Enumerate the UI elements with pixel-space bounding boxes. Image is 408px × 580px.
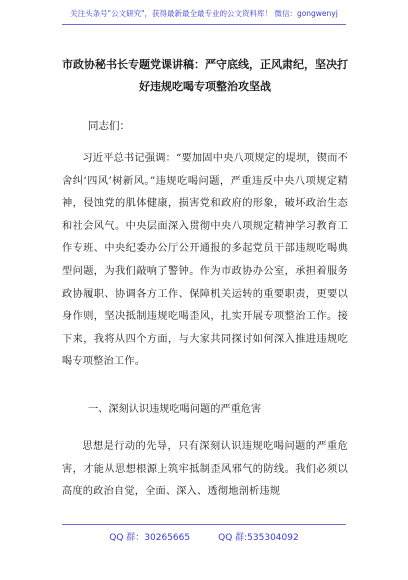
header-banner: 关注头条号"公文研究"，获得最新最全最专业的公文资料库！ 微信：gongwenyj: [70, 9, 338, 18]
footer-qq-group-2: QQ 群:535304092: [218, 533, 299, 543]
paragraph-intro: 习近平总书记强调：“要加固中央八项规定的堤坝，锲而不舍纠‘四风’树新风。”违规吃喝问题，严重违反中央八项规定精神，侵蚀党的肌体健康，损害党和政府的形象，破坏政治生态和社会风气。中央层面深入贯彻中央八项规定精神学习教育工作专班、中央纪委办公厅公开通报的多起党员干部违规吃喝典型问题，为我们敲响了警钟。作为市政协办公室，承担着服务政协履职、协调各方工作、保障机关运转的重要职责，更要以身作则，坚决抵制违规吃喝歪风，扎实开展专项整治工作。接下来，我将从四个方面，与大家共同探讨如何深入推进违规吃喝专项整治工作。: [62, 153, 348, 368]
paragraph-section-1: 思想是行动的先导，只有深刻认识违规吃喝问题的严重危害，才能从思想根源上筑牢抵制歪风邪气的防线。我们必须以高度的政治自觉，全面、深入、透彻地剖析违规: [62, 441, 348, 498]
footer-qq-group-1: QQ 群：30265665: [109, 533, 191, 543]
footer-divider: [62, 524, 346, 525]
salutation: 同志们：: [88, 120, 130, 132]
section-heading-1: 一、深刻认识违规吃喝问题的严重危害: [88, 404, 262, 415]
footer: [0, 530, 408, 543]
header-divider: [62, 24, 346, 25]
document-title: 市政协秘书长专题党课讲稿：严守底线，正风肃纪，坚决打好违规吃喝专项整治攻坚战: [62, 58, 348, 93]
